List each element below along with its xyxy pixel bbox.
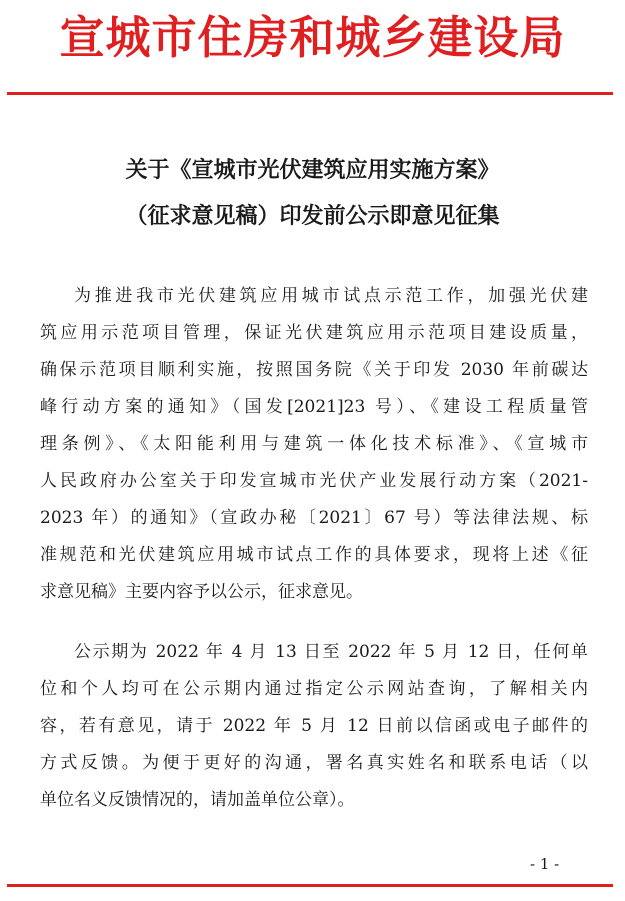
paragraph-line: 位和个人均可在公示期内通过指定公示网站查询，了解相关内 <box>40 679 588 699</box>
body-paragraph-1 <box>40 278 588 611</box>
body-paragraph-2 <box>40 634 588 819</box>
page-number: - 1 - <box>530 855 560 873</box>
paragraph-line: 容，若有意见，请于 2022 年 5 月 12 日前以信函或电子邮件的 <box>40 716 588 736</box>
paragraph-line: 筑应用示范项目管理，保证光伏建筑应用示范项目建设质量， <box>40 323 588 343</box>
paragraph-line: 方式反馈。为便于更好的沟通，署名真实姓名和联系电话（以 <box>40 753 588 773</box>
letterhead-red-rule <box>7 92 613 95</box>
document-title-line-2: （征求意见稿）印发前公示即意见征集 <box>125 203 500 229</box>
paragraph-line: 理条例》、《太阳能利用与建筑一体化技术标准》、《宣城市 <box>40 434 588 454</box>
document-title-line-1: 关于《宣城市光伏建筑应用实施方案》 <box>125 157 500 183</box>
footer-red-rule <box>7 884 613 887</box>
paragraph-line: 求意见稿》主要内容予以公示，征求意见。 <box>40 582 363 602</box>
paragraph-line: 为推进我市光伏建筑应用城市试点示范工作，加强光伏建 <box>74 286 588 306</box>
paragraph-line: 2023 年）的通知》（宣政办秘〔2021〕67 号）等法律法规、标 <box>40 508 588 528</box>
paragraph-line: 准规范和光伏建筑应用城市试点工作的具体要求，现将上述《征 <box>40 545 588 565</box>
paragraph-line: 峰行动方案的通知》（国发[2021]23 号）、《建设工程质量管 <box>40 397 588 417</box>
paragraph-line: 单位名义反馈情况的，请加盖单位公章）。 <box>40 790 355 810</box>
paragraph-line: 人民政府办公室关于印发宣城市光伏产业发展行动方案（2021- <box>40 471 588 491</box>
paragraph-line: 确保示范项目顺利实施，按照国务院《关于印发 2030 年前碳达 <box>40 360 588 380</box>
letterhead-org-name: 宣城市住房和城乡建设局 <box>59 11 566 64</box>
paragraph-line: 公示期为 2022 年 4 月 13 日至 2022 年 5 月 12 日，任何单 <box>74 642 588 662</box>
